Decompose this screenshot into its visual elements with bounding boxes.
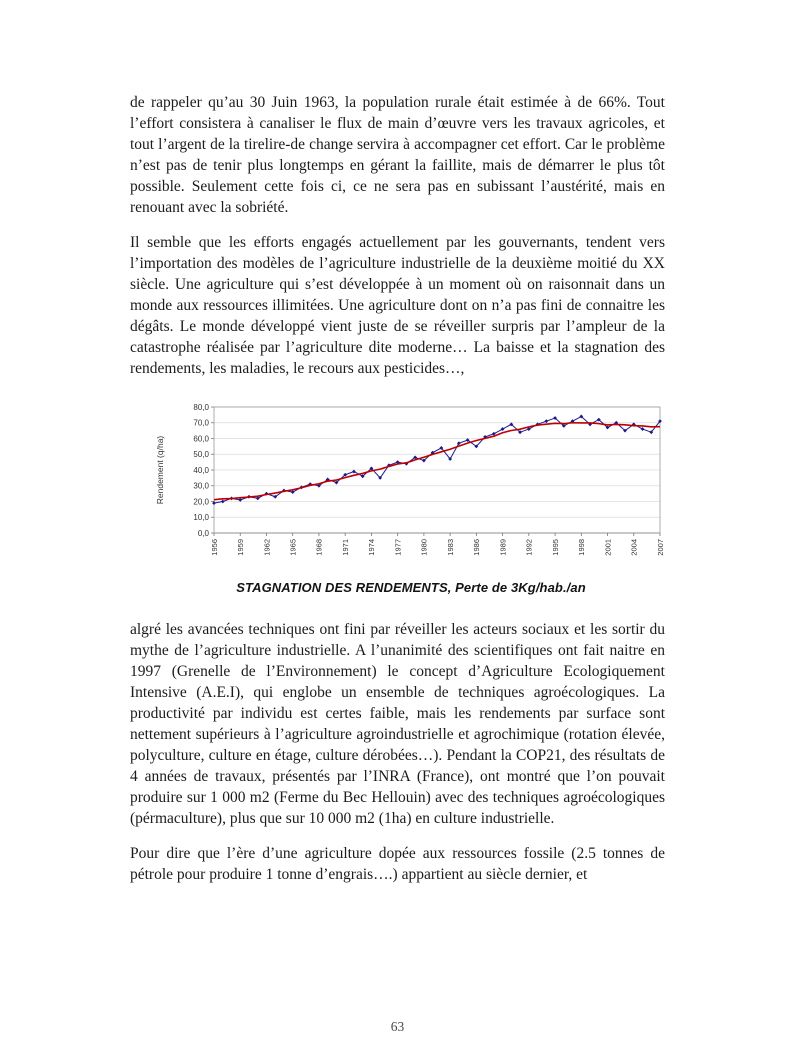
svg-text:60,0: 60,0 [193,434,209,444]
svg-text:1983: 1983 [445,539,455,556]
paragraph-2: Il semble que les efforts engagés actuellement par les gouvernants, tendent vers l’importation des modèles de l’agriculture industrielle de la deuxième moitié du XX siècle. Une agriculture qui s’est développée à un moment où on raisonnait dans un monde aux ressources illimitées. Une agriculture dont on n’a pas fini de connaitre les dégâts. Le monde développé vient juste de se réveiller surpris par l’ampleur de la catastrophe réalisée par l’agriculture dite moderne… La baisse et la stagnation des rendements, les maladies, le recours aux pesticides…, [130,234,665,377]
paragraph-1: de rappeler qu’au 30 Juin 1963, la population rurale était estimée à de 66%. Tout l’effort consistera à canaliser le flux de main d’œuvre vers les travaux agricoles, et tout l’argent de la tirelire-de change servira à accompagner cet effort. Car le problème n’est pas de tenir plus longtemps en gérant la faillite, mais de démarrer le plus tôt possible. Seulement cette fois ci, ce ne sera pas en subissant l’austérité, mais en renouant avec la sobriété. [130,94,665,216]
svg-text:2001: 2001 [603,539,613,556]
svg-text:30,0: 30,0 [193,481,209,491]
svg-text:40,0: 40,0 [193,465,209,475]
svg-text:1980: 1980 [419,539,429,556]
svg-text:80,0: 80,0 [193,402,209,412]
svg-text:70,0: 70,0 [193,418,209,428]
svg-text:1959: 1959 [236,539,246,556]
svg-text:1998: 1998 [577,539,587,556]
svg-text:1968: 1968 [314,539,324,556]
svg-text:1965: 1965 [288,539,298,556]
yield-chart [150,397,672,574]
svg-text:10,0: 10,0 [193,513,209,523]
svg-text:1971: 1971 [340,539,350,556]
svg-text:20,0: 20,0 [193,497,209,507]
svg-text:1974: 1974 [367,539,377,556]
paragraph-4: Pour dire que l’ère d’une agriculture dopée aux ressources fossile (2.5 tonnes de pétrole pour produire 1 tonne d’engrais….) appartient au siècle dernier, et [130,845,665,883]
svg-text:1992: 1992 [524,539,534,556]
svg-text:1962: 1962 [262,539,272,556]
svg-text:1977: 1977 [393,539,403,556]
svg-text:Rendement (q/ha): Rendement (q/ha) [155,435,165,505]
svg-text:1989: 1989 [498,539,508,556]
paragraph-3: algré les avancées techniques ont fini par réveiller les acteurs sociaux et les sortir du mythe de l’agriculture industrielle. A l’unanimité des scientifiques ont fait naitre en 1997 (Grenelle de l’Environnement) le concept d’Agriculture Ecologiquement Intensive (A.E.I), qui englobe un ensemble de techniques agroécologiques. La productivité par individu est certes faible, mais les rendements par surface sont nettement supérieurs à l’agriculture agroindustrielle et agrochimique (rotation élevée, polyculture, culture en étage, culture dérobées…). Pendant la COP21, des résultats de 4 années de travaux, présentés par l’INRA (France), ont montré que l’on pouvait produire sur 1 000 m2 (Ferme du Bec Hellouin) avec des techniques agroécologiques (pérmaculture), plus que sur 10 000 m2 (1ha) en culture industrielle. [130,621,665,827]
svg-text:50,0: 50,0 [193,450,209,460]
svg-text:0,0: 0,0 [197,528,209,538]
chart-caption: STAGNATION DES RENDEMENTS, Perte de 3Kg/hab./an [236,580,586,595]
svg-text:2004: 2004 [629,539,639,556]
svg-text:1995: 1995 [550,539,560,556]
page-number: 63 [390,1019,405,1034]
svg-text:1956: 1956 [209,539,219,556]
yield-chart-figure [150,397,672,595]
svg-text:2007: 2007 [655,539,665,556]
yield-chart-svg [150,397,672,569]
svg-text:1986: 1986 [472,539,482,556]
